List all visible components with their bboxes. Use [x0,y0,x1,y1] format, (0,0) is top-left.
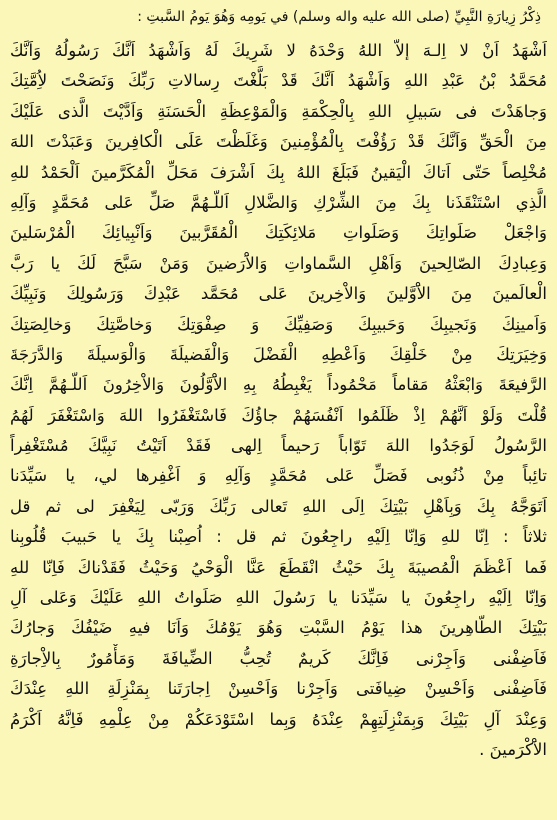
text-line-2: مُحَمَّدُ بْنُ عَبْدِ اللهِ وَاَشْهَدُ اَنَّكَ قَدْ بَلَّغْتَ رِسالاتِ رَبِّكَ وَنَصَحْتَ لاُِمَّتِكَ [10,71,547,91]
ziyarah-text [10,36,547,765]
text-line-6: الَّذِي اسْتَنْقَذَنا بِكَ مِنَ الشِّرْكِ وَالضَّلالِ اَللّـهُمَّ صَلِّ عَلى مُحَمَّدٍ وَآلِهِ [10,192,547,212]
text-line-4: مِنَ الْحَقِّ وَاَنَّكَ قَدْ رَؤُفْتَ بِالْمُؤْمِنينَ وَغَلَظْتَ عَلَى الْكافِرينَ وَعَبَدْتَ اللهَ [10,132,547,152]
ziyarah-heading: ذِكْرُ زِيارَةِ النَّبِيِّ (صلى الله عليه واله وسلم) في يَومِه وَهُوَ يَومُ السَّبتِ : [137,9,541,25]
text-line-12: الرَّفيعَةَ وَابْعَثْهُ مَقاماً مَحْمُوداً يَغْبِطُهُ بِهِ الاَْوَّلُونَ وَالاْخِرُونَ اَللّـهُمَّ اِنَّكَ [10,375,547,395]
text-line-8: وَعِبادِكَ الصّالِحينَ وَاَهْلِ السَّماواتِ وَالاَْرَضينَ وَمَنْ سَبَّحَ لَكَ يا رَبَّ [10,253,547,273]
text-line-24: الاَْكْرَمينَ . [479,739,547,759]
text-line-20: بَيْتِكَ الطّاهِرينَ هذا يَوْمُ السَّبْتِ وَهُوَ يَوْمُكَ وَاَنَا فيهِ ضَيْفُكَ وَجارُكَ [10,618,547,638]
text-line-18: فَما اَعْظَمَ الْمُصيبَةَ بِكَ حَيْثُ انْقَطَعَ عَنَّا الْوَحْيُ وَحَيْثُ فَقَدْناكَ فَاِنّا للهِ [10,557,547,577]
text-line-14: الرَّسُولُ لَوَجَدُوا اللهَ تَوّاباً رَحيماً اِلهى فَقَدْ اَتَيْتُ نَبِيَّكَ مُسْتَغْفِراً [10,436,547,456]
text-line-22: فَاَضِفْنى وَاَحْسِنْ ضِيافَتى وَاَجِرْنا وَاَحْسِنْ اِجارَتَنا بِمَنْزِلَةِ اللهِ عِنْدَكَ [10,679,547,699]
text-line-1: اَشْهَدُ اَنْ لا اِلـهَ إلاّ اللهُ وَحْدَهُ لا شَرِيكَ لَهُ وَاَشْهَدُ اَنَّكَ رَسُولُهُ وَاَنَّكَ [10,41,547,60]
text-line-21: فَاَضِفْنى وَاَجِرْنى فَاِنَّكَ كَريمٌ تُحِبُّ الضِّيافَةَ وَمَأْمُورٌ بِالاِْجارَةِ [10,648,547,668]
text-line-19: وَاِنّا اِلَيْهِ راجِعُونَ يا سَيِّدَنا يا رَسُولَ اللهِ صَلَواتُ اللهِ عَلَيْكَ وَعَلى آلِ [10,588,547,608]
text-line-7: وَاجْعَلْ صَلَواتِكَ وَصَلَواتِ مَلائِكَتِكَ الْمُقَرَّبينَ وَاَنْبِيائِكَ الْمُرْسَلينَ [10,223,547,243]
text-line-15: تائِباً مِنْ ذُنُوبى فَصَلِّ عَلى مُحَمَّدٍ وَآلِهِ وَ اَغْفِرها لي، يا سَيِّدَنا [10,466,547,486]
text-line-17: ثلاثاً : اِنّا للهِ وَاِنّا اِلَيْهِ راجِعُونَ ثم قل : اُصِبْنا بِكَ يا حَبيبَ قُلُوبِنا [10,527,547,547]
text-line-3: وَجاهَدْتَ فى سَبيلِ اللهِ بِالْحِكْمَةِ وَالْمَوْعِظَةِ الْحَسَنَةِ وَاَدَّيْتَ الَّذى عَلَيْكَ [10,101,547,121]
text-line-16: اَتَوَجَّهُ بِكَ وَبِاَهْلِ بَيْتِكَ اِلَى اللهِ تَعالى رَبِّكَ وَرَبّى لِيَغْفِرَ لى ثم قل [10,496,547,516]
text-line-11: وَخِيَرَتِكَ مِنْ خَلْقِكَ وَاَعْطِهِ الْفَضْلَ وَالْفَضيلَةَ وَالْوَسيلَةَ وَالدَّرَجَةَ [10,344,547,364]
text-line-23: وَعِنْدَ آلِ بَيْتِكَ وَبِمَنْزِلَتِهِمْ عِنْدَهُ وَبِما اسْتَوْدَعَكُمْ مِنْ عِلْمِهِ فَاِنَّهُ اَكْرَمُ [10,709,547,729]
text-line-9: الْعالَمينَ مِنَ الاَْوَّلينَ وَالاْخِرينَ عَلى مُحَمَّد عَبْدِكَ وَرَسُولِكَ وَنَبِيِّكَ [10,284,547,304]
text-line-13: قُلْتَ وَلَوْ اَنَّهُمْ اِذْ ظَلَمُوا اَنْفُسَهُمْ جاؤُكَ فَاسْتَغْفَرُوا اللهَ وَاسْتَغْفَرَ لَهُمُ [10,405,547,425]
text-line-10: وَاَمينِكَ وَنَجيبِكَ وَحَبيبِكَ وَصَفِيِّكَ وَ صِفْوَتِكَ وَخاصَّتِكَ وَخالِصَتِكَ [10,314,547,334]
text-line-5: مُخْلِصاً حَتّى اَتاكَ الْيَقينُ فَبَلَغَ اللهُ بِكَ اَشْرَفَ مَحَلِّ الْمُكَرَّمينَ اَلْحَمْدُ للهِ [10,162,547,182]
